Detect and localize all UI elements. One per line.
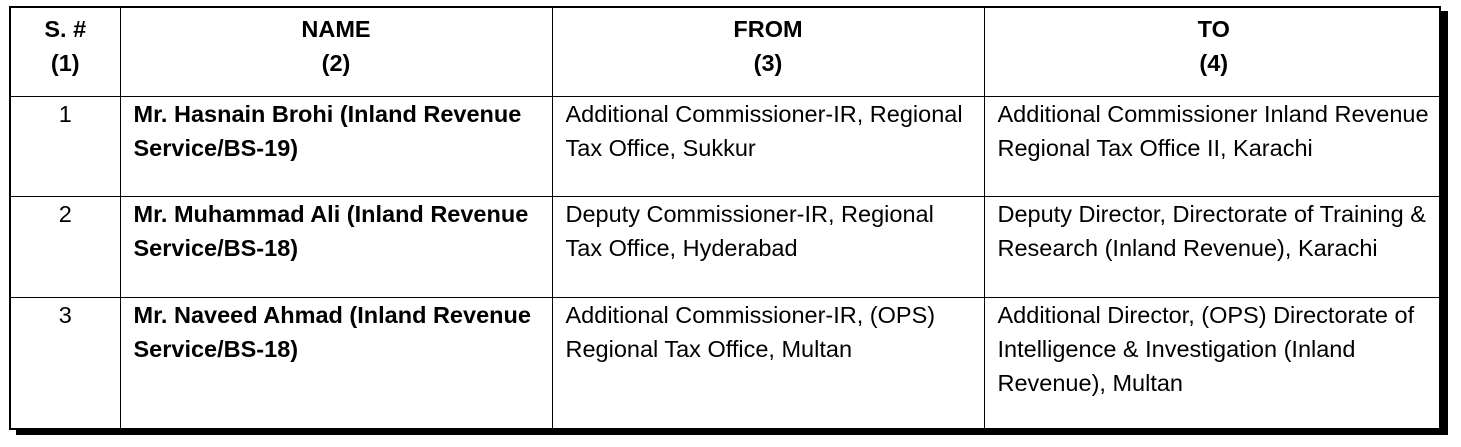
from-cell: Additional Commissioner-IR, Regional Tax Office, Sukkur [552, 97, 984, 197]
to-cell: Additional Director, (OPS) Directorate of Intelligence & Investigation (Inland Revenue), Multan [984, 298, 1443, 433]
serial-number-cell: 1 [11, 97, 120, 197]
column-header-title: TO [1197, 16, 1230, 42]
column-header-number: (2) [321, 50, 351, 76]
transfer-table [11, 8, 1443, 432]
to-cell: Deputy Director, Directorate of Training & Research (Inland Revenue), Karachi [984, 197, 1443, 298]
from-cell: Deputy Commissioner-IR, Regional Tax Office, Hyderabad [552, 197, 984, 298]
transfer-table-frame [9, 6, 1441, 430]
name-cell: Mr. Muhammad Ali (Inland Revenue Service/BS-18) [120, 197, 552, 298]
table-row [11, 298, 1443, 433]
column-header-title: NAME [301, 16, 371, 42]
column-header-from [552, 8, 984, 97]
from-cell: Additional Commissioner-IR, (OPS) Regional Tax Office, Multan [552, 298, 984, 433]
to-cell: Additional Commissioner Inland Revenue Regional Tax Office II, Karachi [984, 97, 1443, 197]
column-header-name [120, 8, 552, 97]
table-row [11, 97, 1443, 197]
column-header-title: FROM [733, 16, 803, 42]
column-header-to [984, 8, 1443, 97]
serial-number-cell: 3 [11, 298, 120, 433]
serial-number-cell: 2 [11, 197, 120, 298]
column-header-number: (1) [50, 50, 80, 76]
column-header-title: S. # [44, 16, 87, 42]
column-header-number: (3) [753, 50, 783, 76]
table-header-row [11, 8, 1443, 97]
name-cell: Mr. Naveed Ahmad (Inland Revenue Service/BS-18) [120, 298, 552, 433]
name-cell: Mr. Hasnain Brohi (Inland Revenue Service/BS-19) [120, 97, 552, 197]
table-row [11, 197, 1443, 298]
column-header-serial [11, 8, 120, 97]
column-header-number: (4) [1199, 50, 1229, 76]
